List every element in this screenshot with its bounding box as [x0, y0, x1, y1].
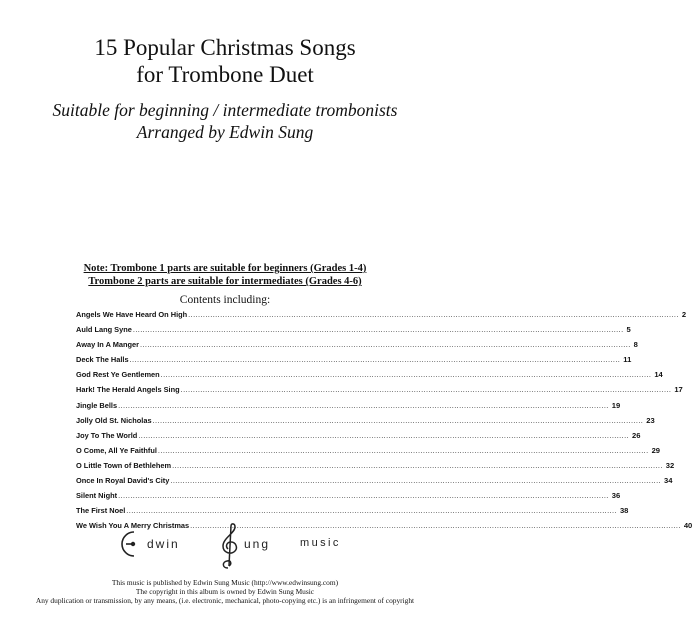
toc-page: 11 — [623, 355, 632, 365]
toc-page: 17 — [674, 385, 683, 395]
logo-text-edwin: dwin — [147, 537, 180, 551]
toc-page: 8 — [633, 340, 638, 350]
toc-title: Once In Royal David's City — [76, 476, 170, 486]
note-line-2: Trombone 2 parts are suitable for intermediates (Grades 4-6) — [88, 276, 362, 287]
toc-leader: ........................................................................................................................................................................................................ — [190, 521, 681, 531]
toc-page: 19 — [611, 400, 621, 410]
toc-page: 34 — [664, 476, 673, 486]
toc-title: Angels We Have Heard On High — [76, 310, 188, 319]
toc-title: Jingle Bells — [76, 400, 118, 410]
toc-row — [76, 370, 663, 385]
page-title — [0, 34, 450, 88]
toc-row — [76, 476, 673, 491]
toc-leader: ........................................................................................................................................................................................................ — [160, 370, 652, 380]
toc-row — [76, 460, 675, 476]
toc-row — [76, 415, 655, 431]
footer — [0, 578, 450, 606]
contents-heading: Contents including: — [179, 294, 271, 306]
toc-leader: ........................................................................................................................................................................................................ — [138, 430, 629, 440]
toc-title: Hark! The Herald Angels Sing — [76, 385, 180, 395]
toc-page: 40 — [683, 521, 692, 531]
toc-title: O Little Town of Bethlehem — [76, 460, 172, 470]
toc-leader: ........................................................................................................................................................................................................ — [170, 476, 662, 486]
edwin-sung-music-logo — [0, 522, 450, 570]
toc-row — [76, 506, 629, 521]
toc-row — [76, 430, 641, 446]
title-line-2: for Trombone Duet — [136, 62, 314, 87]
footer-publisher: This music is published by Edwin Sung Music (http://www.edwinsung.com) — [111, 578, 339, 587]
toc-leader: ........................................................................................................................................................................................................ — [172, 460, 663, 470]
toc-title: We Wish You A Merry Christmas — [76, 521, 190, 531]
footer-copyright: The copyright in this album is owned by Edwin Sung Music — [135, 587, 315, 597]
toc-page: 5 — [626, 325, 631, 335]
toc-row — [76, 340, 638, 355]
toc-row — [76, 400, 621, 416]
toc-title: God Rest Ye Gentlemen — [76, 370, 160, 380]
toc-leader: ........................................................................................................................................................................................................ — [139, 340, 631, 350]
toc-title: Away In A Manger — [76, 340, 139, 350]
toc-page: 29 — [651, 445, 661, 455]
toc-page: 36 — [611, 491, 621, 501]
notes — [0, 262, 450, 288]
title-line-1: 15 Popular Christmas Songs — [94, 35, 356, 60]
toc-leader: ........................................................................................................................................................................................................ — [152, 415, 644, 425]
toc-title: O Come, All Ye Faithful — [76, 445, 157, 455]
toc-leader: ........................................................................................................................................................................................................ — [132, 325, 624, 335]
toc-title: Auld Lang Syne — [76, 325, 132, 335]
toc-row — [76, 385, 683, 400]
toc-row — [76, 310, 687, 325]
footer-notice: Any duplication or transmission, by any means, (i.e. electronic, mechanical, photo-copying etc.) is an infringement of copyright — [35, 596, 415, 606]
toc-page: 32 — [665, 460, 675, 470]
toc-row — [76, 491, 621, 506]
subtitle — [0, 99, 450, 143]
toc-title: Silent Night — [76, 491, 118, 501]
toc-leader: ........................................................................................................................................................................................................ — [180, 385, 672, 395]
toc-title: Jolly Old St. Nicholas — [76, 415, 152, 425]
subtitle-line-2: Arranged by Edwin Sung — [136, 122, 314, 142]
logo-e-mark — [122, 532, 135, 556]
logo-graphic — [0, 522, 450, 570]
treble-clef-icon — [223, 524, 236, 568]
toc-title: Joy To The World — [76, 430, 138, 440]
toc-page: 23 — [646, 415, 655, 425]
toc-page: 2 — [681, 310, 687, 319]
toc-leader: ........................................................................................................................................................................................................ — [126, 506, 617, 516]
toc-row — [76, 325, 631, 340]
toc-leader: ........................................................................................................................................................................................................ — [118, 400, 609, 410]
toc-leader: ........................................................................................................................................................................................................ — [118, 491, 609, 501]
table-of-contents — [76, 310, 692, 536]
toc-row — [76, 355, 632, 370]
logo-text-sung: ung — [244, 537, 271, 551]
toc-row — [76, 445, 661, 461]
toc-page: 26 — [632, 430, 641, 440]
toc-leader: ........................................................................................................................................................................................................ — [129, 355, 621, 365]
toc-page: 38 — [619, 506, 629, 516]
toc-title: The First Noel — [76, 506, 126, 516]
note-line-1: Note: Trombone 1 parts are suitable for beginners (Grades 1-4) — [83, 263, 367, 274]
toc-leader: ........................................................................................................................................................................................................ — [188, 310, 679, 319]
subtitle-line-1: Suitable for beginning / intermediate trombonists — [52, 100, 398, 120]
toc-leader: ........................................................................................................................................................................................................ — [157, 445, 649, 455]
logo-text-music: music — [300, 537, 341, 549]
toc-page: 14 — [654, 370, 663, 380]
toc-title: Deck The Halls — [76, 355, 129, 365]
